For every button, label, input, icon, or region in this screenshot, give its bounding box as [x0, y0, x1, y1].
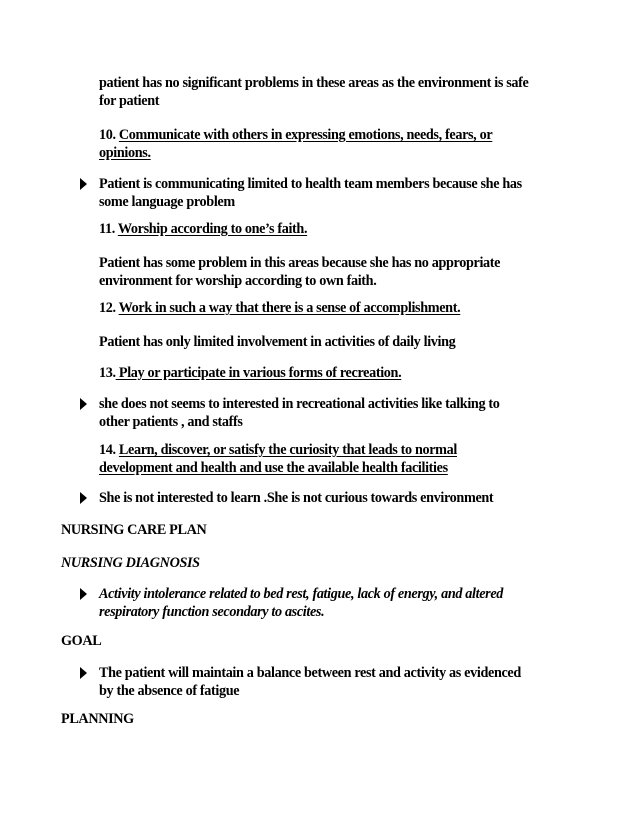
item-13-note-line-1: she does not seems to interested in recreational activities like talking to — [99, 396, 500, 412]
item-11-heading — [99, 220, 307, 238]
planning-title: PLANNING — [61, 711, 134, 727]
intro-line-2: for patient — [99, 93, 160, 109]
bullet-arrow-icon — [80, 178, 87, 190]
nursing-diagnosis-title: NURSING DIAGNOSIS — [61, 555, 200, 571]
nursing-care-plan-title: NURSING CARE PLAN — [61, 522, 207, 538]
item-12-note: Patient has only limited involvement in activities of daily living — [99, 334, 456, 350]
item-12-heading — [99, 299, 460, 317]
diagnosis-line-1: Activity intolerance related to bed rest, fatigue, lack of energy, and altered — [99, 586, 504, 602]
item-13-note-line-2: other patients , and staffs — [99, 414, 243, 430]
item-11-heading-text: Worship according to one’s faith. — [117, 221, 308, 237]
item-12-heading-text: Work in such a way that there is a sense of accomplishment. — [118, 300, 461, 316]
bullet-arrow-icon — [80, 667, 87, 679]
item-10-heading — [99, 126, 492, 144]
item-10-heading-line-2: opinions. — [99, 145, 151, 161]
item-13-heading-text: Play or participate in various forms of recreation. — [115, 365, 402, 381]
goal-line-2: by the absence of fatigue — [99, 683, 240, 699]
item-14-heading-line-2: development and health and use the available health facilities — [99, 460, 448, 476]
item-13-number: 13. — [99, 365, 116, 381]
item-14-heading — [99, 441, 457, 459]
bullet-arrow-icon — [80, 398, 87, 410]
diagnosis-line-2: respiratory function secondary to ascites. — [99, 604, 325, 620]
item-10-number: 10. — [99, 127, 119, 143]
goal-line-1: The patient will maintain a balance between rest and activity as evidenced — [99, 665, 521, 681]
item-10-note-line-2: some language problem — [99, 194, 235, 210]
item-14-note: She is not interested to learn .She is not curious towards environment — [99, 490, 494, 506]
item-14-number: 14. — [99, 442, 119, 458]
item-13-heading — [99, 364, 401, 382]
bullet-arrow-icon — [80, 588, 87, 600]
item-10-note-line-1: Patient is communicating limited to health team members because she has — [99, 176, 522, 192]
item-11-note-line-1: Patient has some problem in this areas because she has no appropriate — [99, 255, 501, 271]
item-11-number: 11. — [99, 221, 118, 237]
item-11-note-line-2: environment for worship according to own faith. — [99, 273, 377, 289]
intro-line-1: patient has no significant problems in these areas as the environment is safe — [99, 75, 529, 91]
item-10-heading-text: Communicate with others in expressing emotions, needs, fears, or — [118, 127, 493, 143]
goal-title: GOAL — [61, 633, 102, 649]
item-14-heading-text: Learn, discover, or satisfy the curiosity that leads to normal — [118, 442, 457, 458]
item-12-number: 12. — [99, 300, 119, 316]
bullet-arrow-icon — [80, 492, 87, 504]
